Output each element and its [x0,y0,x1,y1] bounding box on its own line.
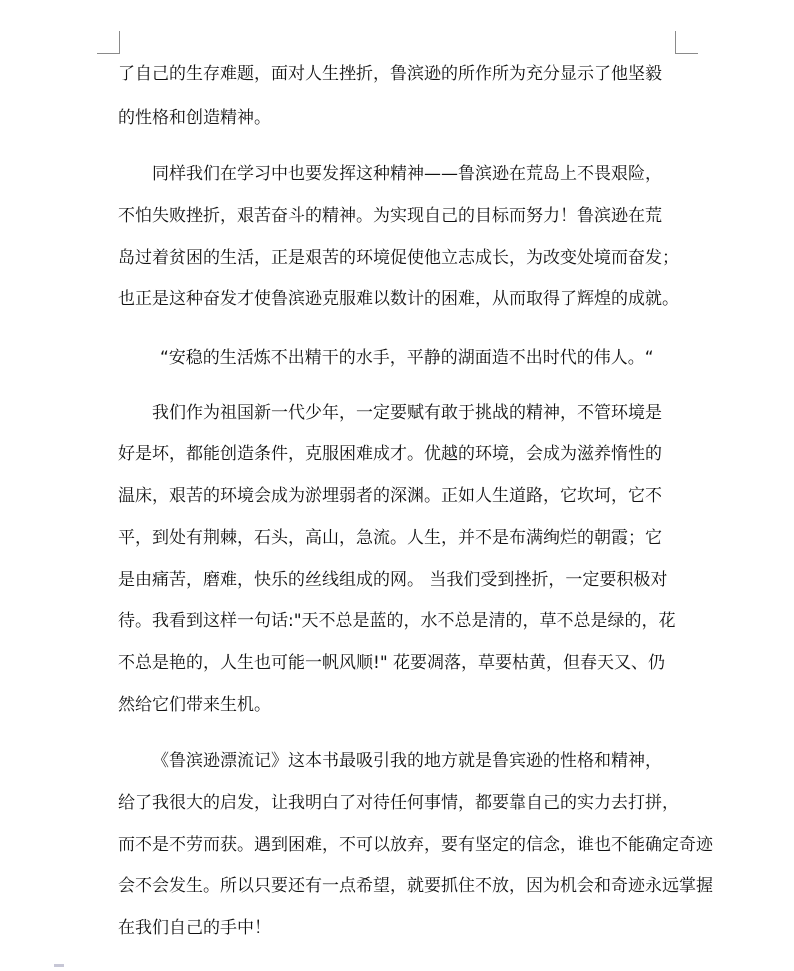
paragraph-3-quote: “安稳的生活炼不出精干的水手，平静的湖面造不出时代的伟人。“ [160,348,654,368]
paragraph-4-line-6: 待。我看到这样一句话:"天不总是蓝的，水不总是清的，草不总是绿的，花 [118,611,676,631]
paragraph-4-line-1: 我们作为祖国新一代少年，一定要赋有敢于挑战的精神，不管环境是 [152,403,662,423]
paragraph-2-line-2: 不怕失败挫折，艰苦奋斗的精神。为实现自己的目标而努力！鲁滨逊在荒 [118,206,662,226]
paragraph-2-line-1: 同样我们在学习中也要发挥这种精神——鲁滨逊在荒岛上不畏艰险， [152,164,662,184]
paragraph-5-line-3: 而不是不劳而获。遇到困难，不可以放弃，要有坚定的信念，谁也不能确定奇迹 [118,835,713,855]
paragraph-4-line-7: 不总是艳的，人生也可能一帆风顺!" 花要凋落，草要枯黄，但春天又、仍 [118,653,666,673]
paragraph-2-line-4: 也正是这种奋发才使鲁滨逊克服难以数计的困难，从而取得了辉煌的成就。 [118,289,679,309]
paragraph-2-line-3: 岛过着贫困的生活，正是艰苦的环境促使他立志成长，为改变处境而奋发； [118,248,679,268]
paragraph-5-line-5: 在我们自己的手中！ [118,918,271,938]
top-left-margin-mark [97,31,120,54]
paragraph-1-line-2: 的性格和创造精神。 [118,108,271,128]
top-right-margin-mark [675,31,698,54]
paragraph-5-line-1: 《鲁滨逊漂流记》这本书最吸引我的地方就是鲁宾逊的性格和精神， [152,751,662,771]
paragraph-5-line-4: 会不会发生。所以只要还有一点希望，就要抓住不放，因为机会和奇迹永远掌握 [118,876,713,896]
paragraph-4-line-3: 温床，艰苦的环境会成为淤埋弱者的深渊。正如人生道路，它坎坷，它不 [118,486,662,506]
paragraph-4-line-5: 是由痛苦，磨难，快乐的丝线组成的网。 当我们受到挫折，一定要积极对 [118,570,668,590]
paragraph-4-line-2: 好是坏，都能创造条件，克服困难成才。优越的环境，会成为滋养惰性的 [118,444,662,464]
paragraph-4-line-4: 平，到处有荆棘，石头，高山，急流。人生，并不是布满绚烂的朝霞；它 [118,528,662,548]
bottom-left-margin-mark [54,964,64,967]
paragraph-4-line-8: 然给它们带来生机。 [118,695,271,715]
paragraph-5-line-2: 给了我很大的启发，让我明白了对待任何事情，都要靠自己的实力去打拼， [118,793,679,813]
paragraph-1-line-1: 了自己的生存难题，面对人生挫折，鲁滨逊的所作所为充分显示了他坚毅 [118,64,662,84]
